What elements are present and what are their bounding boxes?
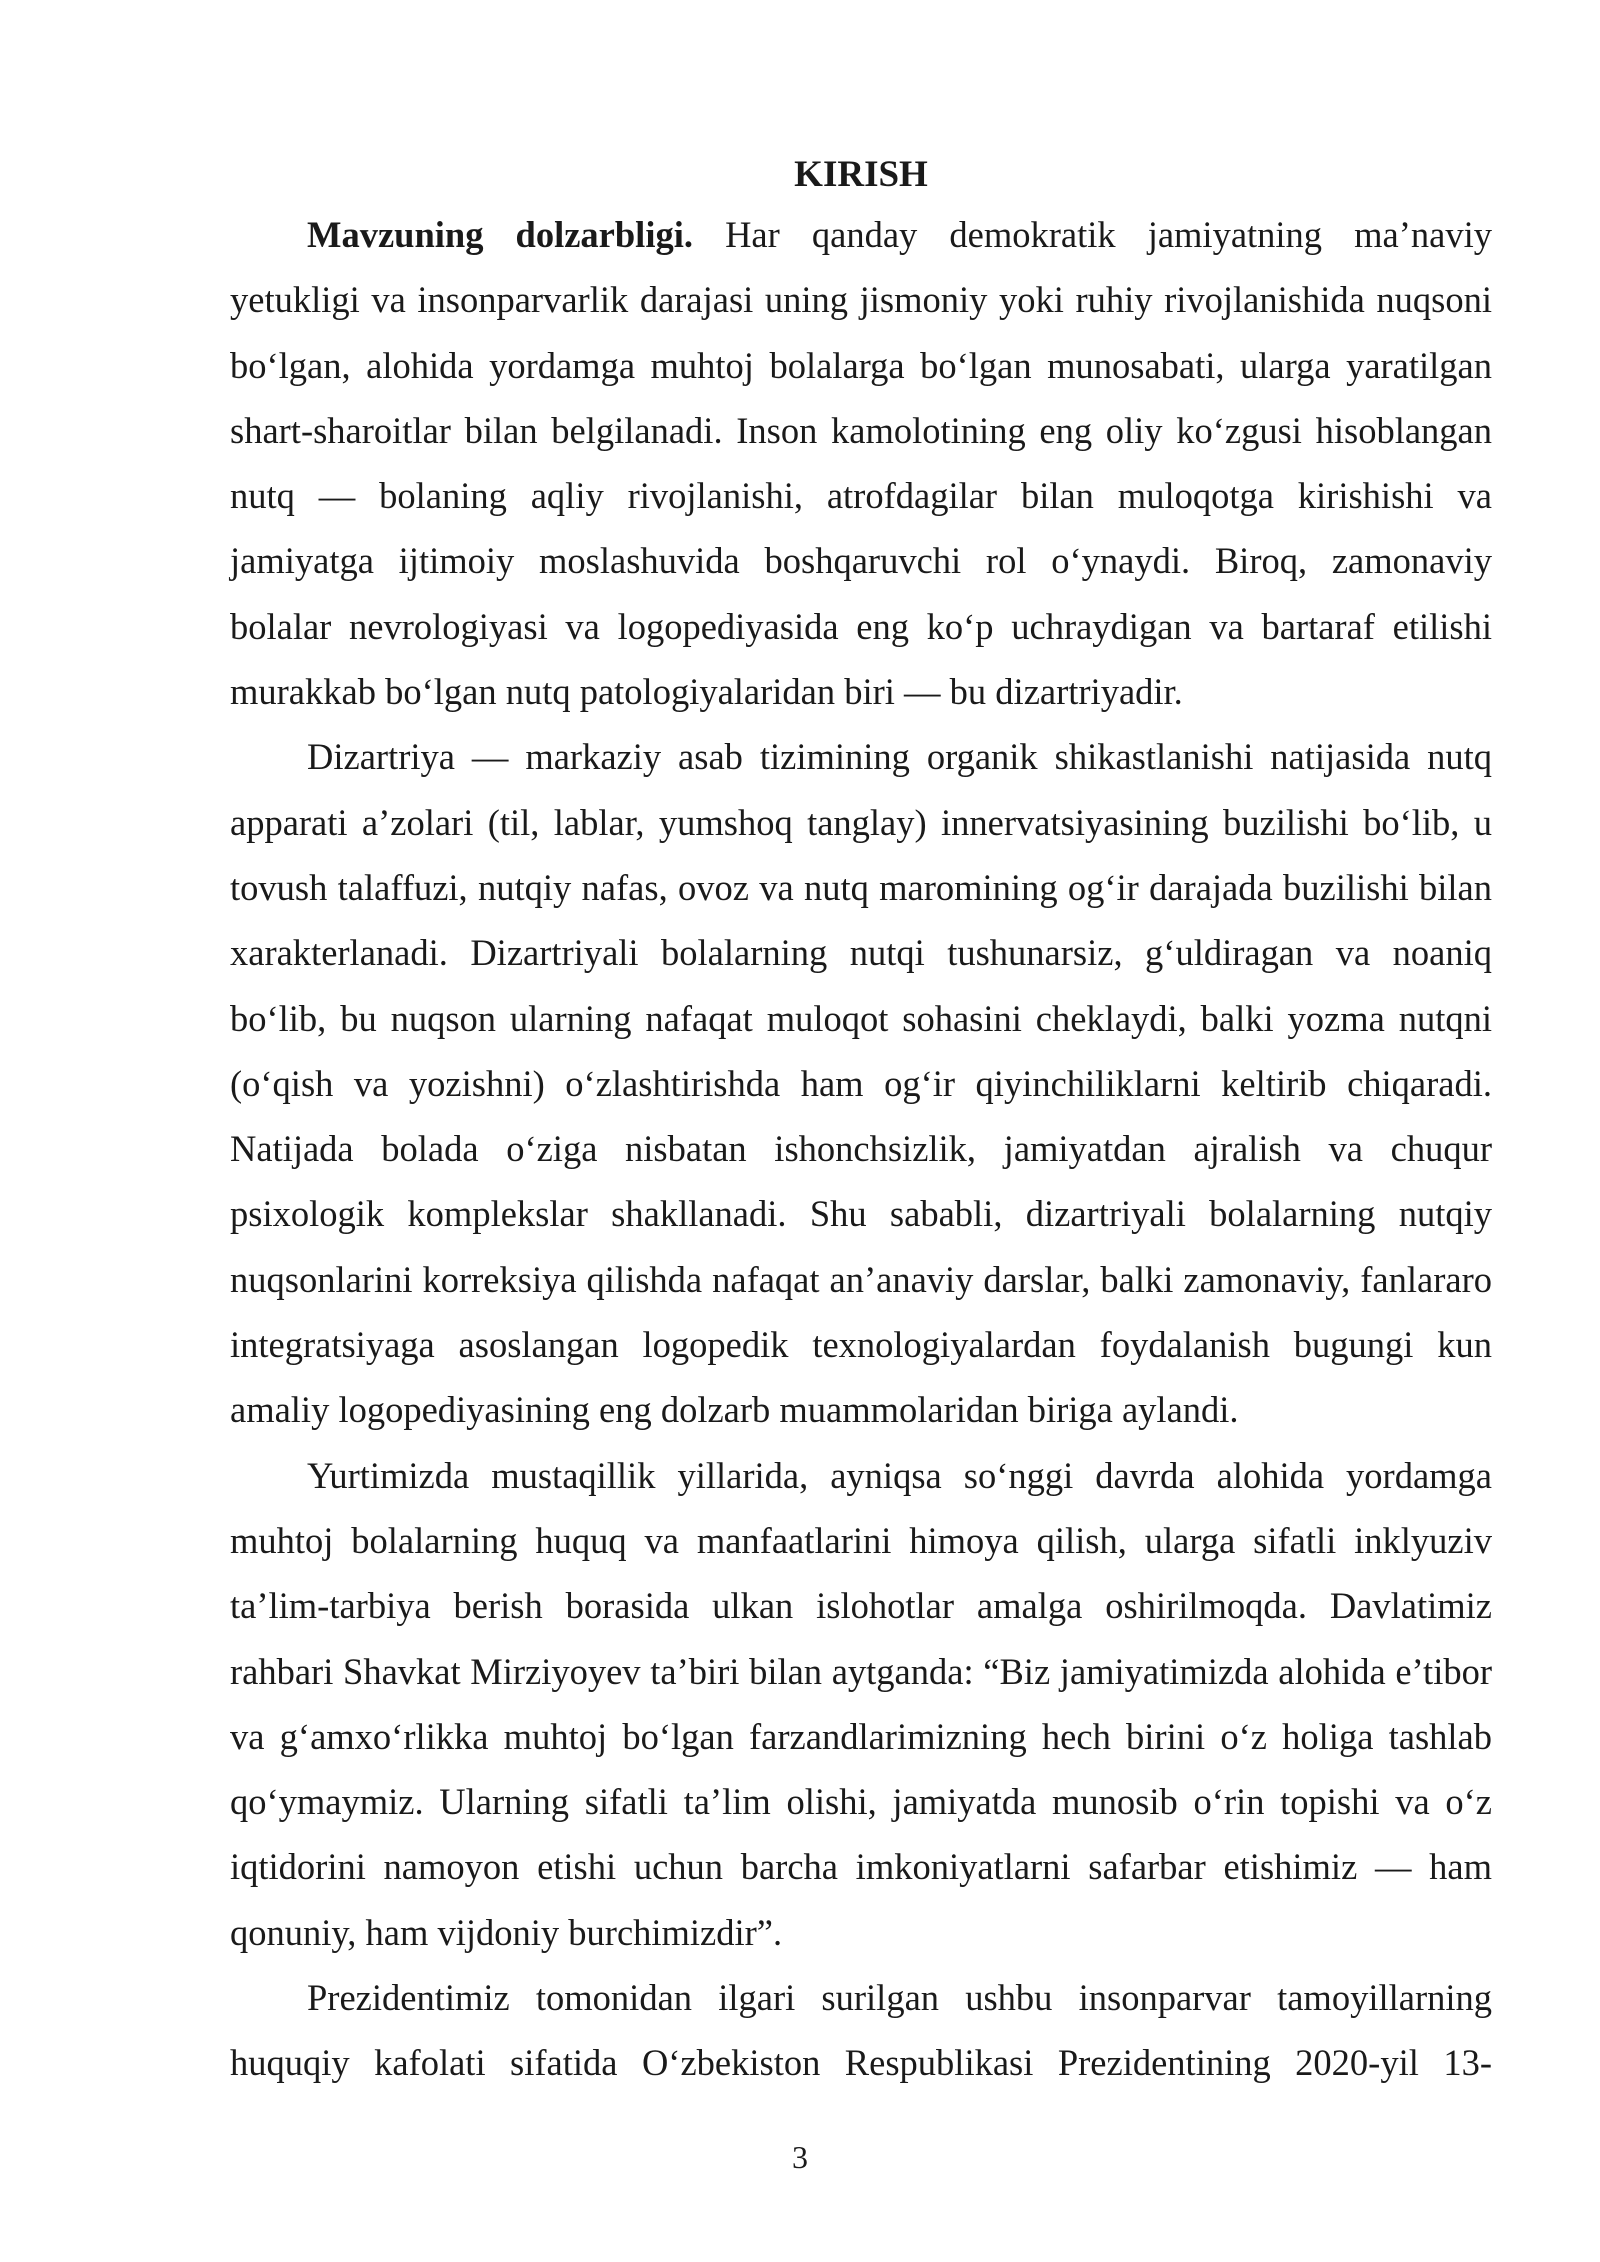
paragraph-president: Prezidentimiz tomonidan ilgari surilgan ushbu insonparvar tamoyillarning huquqiy kafolati sifatida O‘zbekiston Respublikasi Prezidentining 2020-yil 13- (230, 1977, 1492, 2084)
paragraph-text: Har qanday demokratik jamiyatning ma’naviy yetukligi va insonparvarlik darajasi uning jismoniy yoki ruhiy rivojlanishida nuqsoni bo‘lgan, alohida yordamga muhtoj bolalarga bo‘lgan munosabati, ularga yaratilgan shart-sharoitlar bilan belgilanadi. Inson kamolotining eng oliy ko‘zgusi hisoblangan nutq — bolaning aqliy rivojlanishi, atrofdagilar bilan muloqotga kirishishi va jamiyatga ijtimoiy moslashuvida boshqaruvchi rol o‘ynaydi. Biroq, zamonaviy bolalar nevrologiyasi va logopediyasida eng ko‘p uchraydigan va bartaraf etilishi murakkab bo‘lgan nutq patologiyalaridan biri — bu dizartriyadir. (230, 214, 1492, 713)
paragraph-reforms: Yurtimizda mustaqillik yillarida, ayniqsa so‘nggi davrda alohida yordamga muhtoj bolalarning huquq va manfaatlarini himoya qilish, ularga sifatli inklyuziv ta’lim-tarbiya berish borasida ulkan islohotlar amalga oshirilmoqda. Davlatimiz rahbari Shavkat Mirziyoyev ta’biri bilan aytganda: “Biz jamiyatimizda alohida e’tibor va g‘amxo‘rlikka muhtoj bo‘lgan farzandlarimizning hech birini o‘z holiga tashlab qo‘ymaymiz. Ularning sifatli ta’lim olishi, jamiyatda munosib o‘rin topishi va o‘z iqtidorini namoyon etishi uchun barcha imkoniyatlarni safarbar etishimiz — ham qonuniy, ham vijdoniy burchimizdir”. (230, 1454, 1492, 1953)
paragraph-dysarthria: Dizartriya — markaziy asab tizimining organik shikastlanishi natijasida nutq apparati a’zolari (til, lablar, yumshoq tanglay) innervatsiyasining buzilishi bo‘lib, u tovush talaffuzi, nutqiy nafas, ovoz va nutq maromining og‘ir darajada buzilishi bilan xarakterlanadi. Dizartriyali bolalarning nutqi tushunarsiz, g‘uldiragan va noaniq bo‘lib, bu nuqson ularning nafaqat muloqot sohasini cheklaydi, balki yozma nutqni (o‘qish va yozishni) o‘zlashtirishda ham og‘ir qiyinchiliklarni keltirib chiqaradi. Natijada bolada o‘ziga nisbatan ishonchsizlik, jamiyatdan ajralish va chuqur psixologik komplekslar shakllanadi. Shu sababli, dizartriyali bolalarning nutqiy nuqsonlarini korreksiya qilishda nafaqat an’anaviy darslar, balki zamonaviy, fanlararo integratsiyaga asoslangan logopedik texnologiyalardan foydalanish bugungi kun amaliy logopediyasining eng dolzarb muammolaridan biriga aylandi. (230, 736, 1492, 1431)
paragraph-relevance (230, 202, 1492, 724)
section-heading: KIRISH (794, 154, 928, 195)
paragraph-lead: Mavzuning dolzarbligi. (307, 214, 693, 255)
page-number: 3 (792, 2139, 808, 2175)
document-page (230, 150, 1492, 2096)
